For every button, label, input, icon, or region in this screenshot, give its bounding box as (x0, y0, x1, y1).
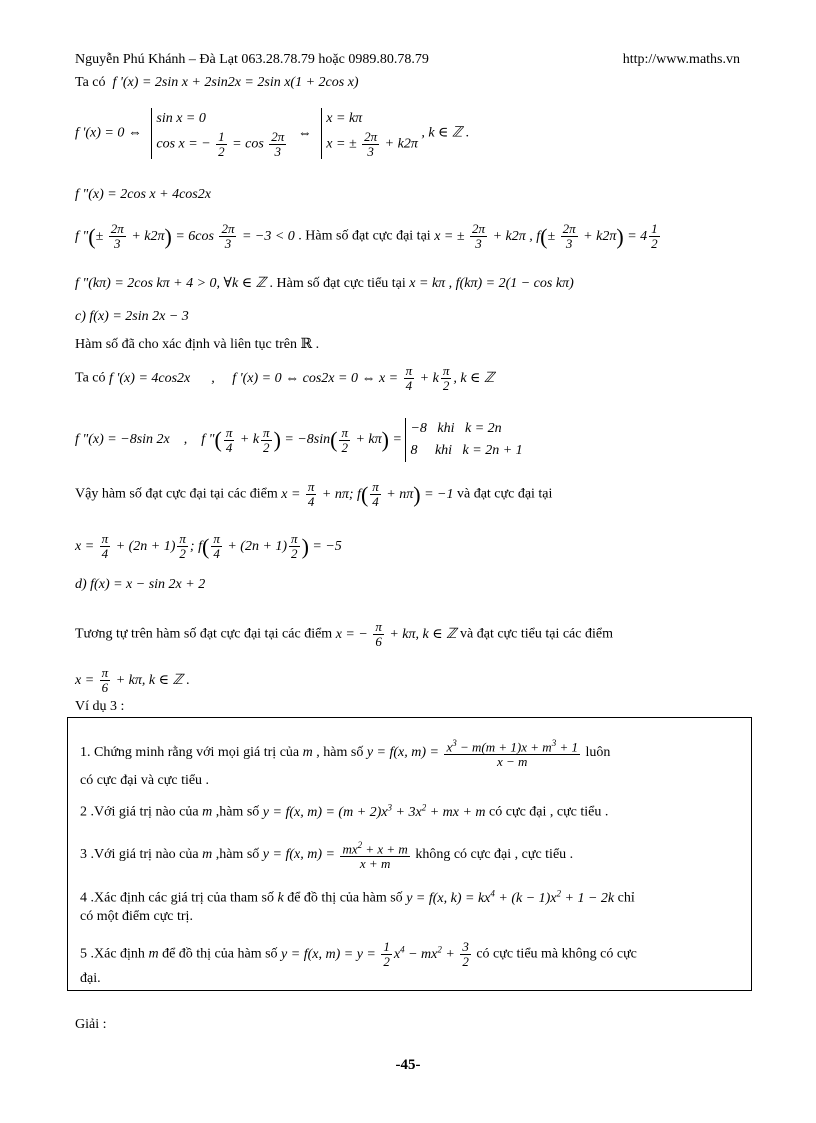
exercise-box (67, 717, 752, 991)
exercise-4: 4 .Xác định các giá trị của tham số k để đồ thị của hàm số y = f(x, $k) = kx^4 + (k - 1)x^2 + 1 - 2k$ chỉ (80, 888, 635, 906)
part-c-title: c) f(x) = 2sin 2x − 3 (75, 309, 189, 324)
part-d-conclusion: Tương tự trên hàm số đạt cực đại tại các điểm x = − $\frac{\pi}{6}$ + kπ, k ∈ ℤ và đạt cực tiểu tại các điểm (75, 619, 613, 649)
part-d-title: d) f(x) = x − sin 2x + 2 (75, 577, 206, 592)
exercise-1: 1. Chứng minh rằng với mọi giá trị của m , hàm số y = f(x, m) = $\frac{x^3 - m(m + 1)x + m^3 + 1}{x - m}$ luôn (80, 738, 611, 770)
exercise-5: 5 .Xác định m để đồ thị của hàm số y = f(x, m) = y = $\frac{1}{2}$ $x^4 - mx^2$ + $\frac{3}{2}$ có cực tiểu mà không có cực (80, 939, 637, 969)
exercise-1-cont: có cực đại và cực tiểu . (80, 773, 210, 788)
part-d-conclusion-2: x = $\frac{\pi}{6}$ + kπ, k ∈ ℤ . (75, 665, 190, 695)
part-c-second-derivative: f "(x) = −8sin 2x , f "( $\frac{\pi}{4}$ + k $\frac{\pi}{2}$ ) = −8sin( $\frac{\pi}{2}$ + kπ) = −8 khi k = 2n 8 khi k = 2n + 1 (75, 418, 523, 462)
part-c-derivative: Ta có f '(x) = 4cos2x , f '(x) = 0 ⇔ cos2x = 0 ⇔ x = $\frac{\pi}{4}$ + k $\frac{\pi}{2}$ , k ∈ ℤ (75, 363, 495, 393)
page-number: -45- (395, 1057, 421, 1073)
exercise-2: 2 .Với giá trị nào của m ,hàm số y = f(x, $m) = (m + 2)x^3 + 3x^2$ + mx + m có cực đại , cực tiểu . (80, 802, 609, 820)
min-condition-line: f "(kπ) = 2cos kπ + 4 > 0, ∀k ∈ ℤ . Hàm số đạt cực tiểu tại x = kπ , f(kπ) = 2(1 − cos kπ) (75, 276, 574, 291)
header-url[interactable]: http://www.maths.vn (622, 52, 740, 67)
example-label: Ví dụ 3 : (75, 699, 125, 714)
second-derivative-line: f "(x) = 2cos x + 4cos2x (75, 187, 211, 202)
solution-label: Giải : (75, 1017, 107, 1032)
part-c-domain: Hàm số đã cho xác định và liên tục trên ℝ . (75, 337, 320, 352)
conclusion-line-1: Vậy hàm số đạt cực đại tại các điểm x = $\frac{\pi}{4}$ + nπ; f( $\frac{\pi}{4}$ + nπ) = −1 và đạt cực đại tại (75, 479, 553, 509)
exercise-4-cont: có một điểm cực trị. (80, 909, 193, 924)
derivative-line: Ta có f '(x) = 2sin x + 2sin2x = 2sin x(1 + 2cos x) (75, 75, 359, 90)
conclusion-line-2: x = $\frac{\pi}{4}$ + (2n + 1) $\frac{\pi}{2}$ ; f( $\frac{\pi}{4}$ + (2n + 1) $\frac{\pi}{2}$ ) = −5 (75, 531, 342, 561)
exercise-5-cont: đại. (80, 971, 101, 986)
header-author: Nguyễn Phú Khánh – Đà Lạt 063.28.78.79 hoặc 0989.80.78.79 (75, 52, 429, 67)
max-condition-line: f "(± $\frac{2\pi}{3}$ + k2π) = 6cos $\frac{2\pi}{3}$ = −3 < 0 . Hàm số đạt cực đại tại x = ± $\frac{2\pi}{3}$ + k2π , f(± $\frac{2\pi}{3}$ + k2π) = 4 $\frac{1}{2}$ (75, 221, 658, 251)
critical-points-system: f '(x) = 0 ⇔ sin x = 0 cos x = − $\frac{1}{2}$ = cos $\frac{2\pi}{3}$ ⇔ x = kπ x = ± $\frac{2\pi}{3}$ + k2π , k ∈ ℤ . (75, 108, 469, 159)
exercise-3: 3 .Với giá trị nào của m ,hàm số y = f(x, m) = $\frac{mx^2 + x + m}{x + m}$ không có cực đại , cực tiểu . (80, 840, 574, 872)
